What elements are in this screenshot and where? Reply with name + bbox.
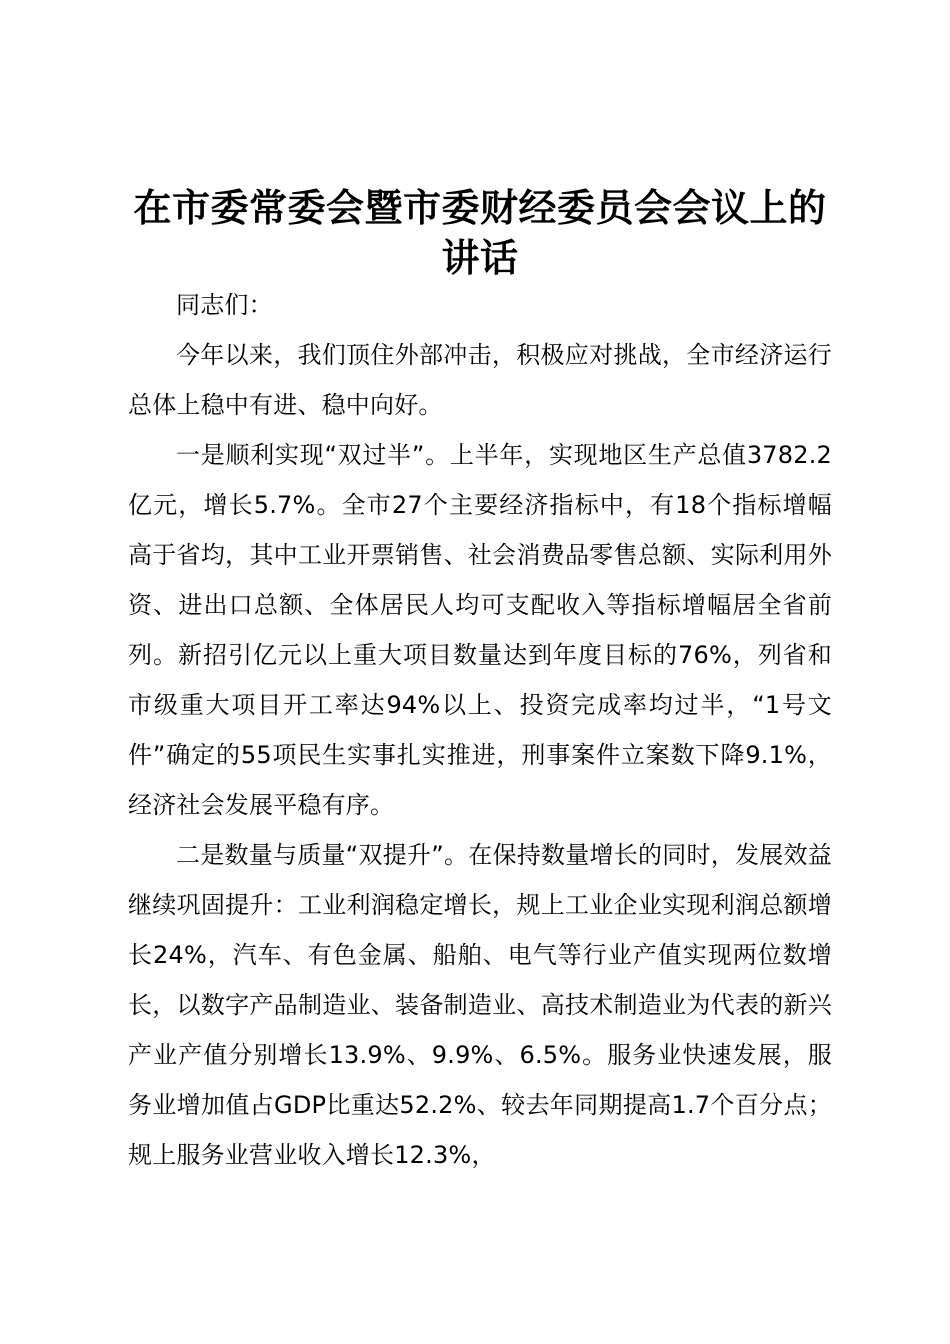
paragraph-first-point: 一是顺利实现“双过半”。上半年，实现地区生产总值3782.2亿元，增长5.7%。全市27个主要经济指标中，有18个指标增幅高于省均，其中工业开票销售、社会消费品零售总额、实际利用外资、进出口总额、全体居民人均可支配收入等指标增幅居全省前列。新招引亿元以上重大项目数量达到年度目标的76%，列省和市级重大项目开工率达94%以上、投资完成率均过半，“1号文件”确定的55项民生实事扎实推进，刑事案件立案数下降9.1%，经济社会发展平稳有序。 <box>128 441 832 819</box>
salutation: 同志们： <box>176 291 273 319</box>
document-body <box>128 183 832 1180</box>
paragraph-intro: 今年以来，我们顶住外部冲击，积极应对挑战，全市经济运行总体上稳中有进、稳中向好。 <box>128 341 832 419</box>
paragraph-second-point: 二是数量与质量“双提升”。在保持数量增长的同时，发展效益继续巩固提升：工业利润稳定增长，规上工业企业实现利润总额增长24%，汽车、有色金属、船舶、电气等行业产值实现两位数增长，以数字产品制造业、装备制造业、高技术制造业为代表的新兴产业产值分别增长13.9%、9.9%、6.5%。服务业快速发展，服务业增加值占GDP比重达52.2%、较去年同期提高1.7个百分点；规上服务业营业收入增长12.3%， <box>128 841 832 1169</box>
document-title: 在市委常委会暨市委财经委员会会议上的讲话 <box>133 185 827 280</box>
